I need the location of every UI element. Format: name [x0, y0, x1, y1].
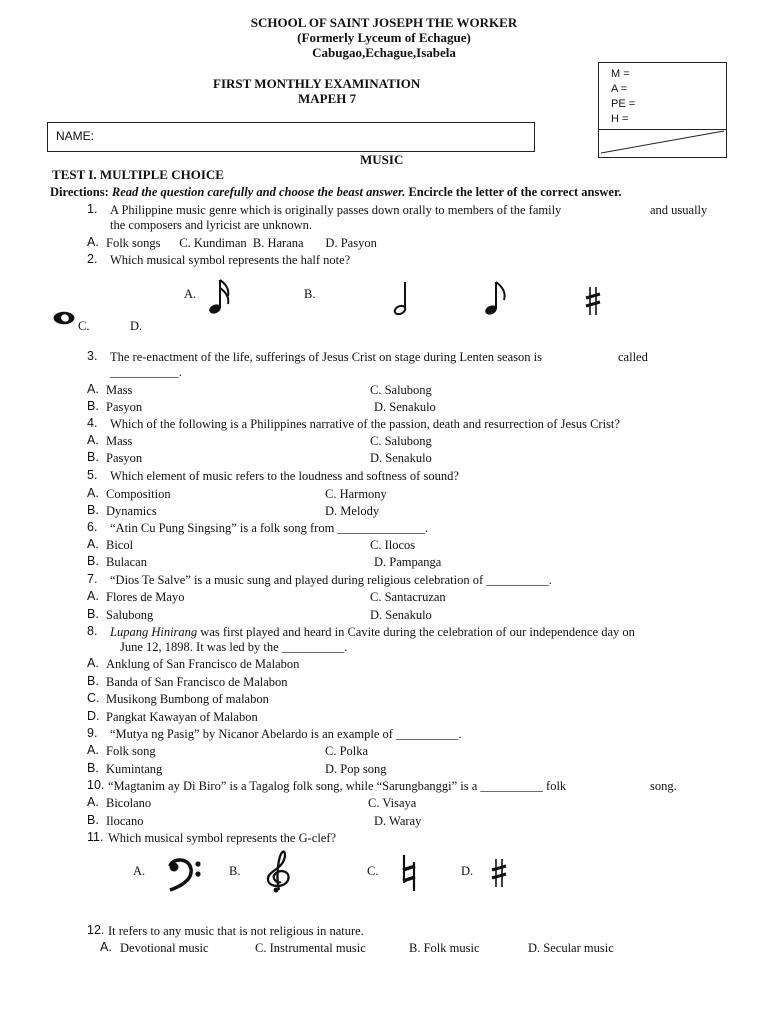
score-diagonal — [599, 129, 726, 155]
q2-letter-b[interactable]: B. — [304, 287, 316, 301]
q9-letter-b[interactable]: B. — [87, 761, 99, 775]
q4-letter-b[interactable]: B. — [87, 450, 99, 464]
q7-letter-a[interactable]: A. — [87, 589, 99, 603]
q7-choice-c[interactable]: C. Santacruzan — [370, 590, 446, 604]
q10-choice-c[interactable]: C. Visaya — [368, 796, 417, 810]
q4-choice-d[interactable]: D. Senakulo — [370, 451, 432, 465]
q1-text-end: and usually — [650, 203, 708, 217]
q11-letter-b[interactable]: B. — [229, 864, 241, 878]
test-title: TEST I. MULTIPLE CHOICE — [52, 167, 224, 182]
q5-number: 5. — [87, 468, 98, 482]
q5-letter-b[interactable]: B. — [87, 503, 99, 517]
q12-text: It refers to any music that is not religious in nature. — [108, 924, 364, 938]
q8-letter-a[interactable]: A. — [87, 656, 99, 670]
q4-choice-a[interactable]: Mass — [106, 434, 133, 448]
q9-number: 9. — [87, 726, 98, 740]
score-m: M = — [611, 68, 630, 80]
q5-choice-d[interactable]: D. Melody — [325, 504, 380, 518]
q4-choice-b[interactable]: Pasyon — [106, 451, 143, 465]
q12-number: 12. — [87, 923, 105, 937]
directions — [50, 186, 621, 200]
q2-text: Which musical symbol represents the half note? — [110, 253, 351, 267]
q9-choice-a[interactable]: Folk song — [106, 744, 156, 758]
q7-number: 7. — [87, 572, 98, 586]
q4-number: 4. — [87, 416, 98, 430]
q10-letter-a[interactable]: A. — [87, 795, 99, 809]
q11-letter-a[interactable]: A. — [133, 864, 146, 878]
q6-choice-c[interactable]: C. Ilocos — [370, 538, 416, 552]
q1-choices[interactable]: Folk songs C. Kundiman B. Harana D. Pasyon — [106, 236, 377, 250]
q9-choice-c[interactable]: C. Polka — [325, 744, 369, 758]
name-field[interactable] — [47, 122, 535, 152]
q6-text: “Atin Cu Pung Singsing” is a folk song from ______________. — [110, 521, 429, 535]
q5-choice-a[interactable]: Composition — [106, 487, 171, 501]
q5-text: Which element of music refers to the loudness and softness of sound? — [110, 469, 459, 483]
sharp-icon[interactable] — [491, 857, 507, 889]
q8-text-body: was first played and heard in Cavite during the celebration of our independence day on — [200, 625, 635, 639]
q5-choice-c[interactable]: C. Harmony — [325, 487, 387, 501]
q12-choice-b[interactable]: B. Folk music — [409, 941, 480, 955]
q9-choice-b[interactable]: Kumintang — [106, 762, 163, 776]
exam-subject: MAPEH 7 — [298, 91, 357, 106]
score-pe: PE = — [611, 98, 636, 110]
q4-choice-c[interactable]: C. Salubong — [370, 434, 432, 448]
eighth-note-icon[interactable] — [484, 280, 508, 316]
q9-choice-d[interactable]: D. Pop song — [325, 762, 387, 776]
q3-letter-a[interactable]: A. — [87, 382, 99, 396]
q6-choice-d[interactable]: D. Pampanga — [374, 555, 442, 569]
directions-label: Directions: — [50, 185, 109, 199]
q7-letter-b[interactable]: B. — [87, 607, 99, 621]
q12-letter-a[interactable]: A. — [100, 940, 112, 954]
q9-text: “Mutya ng Pasig” by Nicanor Abelardo is an example of __________. — [110, 727, 462, 741]
q8-choice-d[interactable]: Pangkat Kawayan of Malabon — [106, 710, 258, 724]
q8-letter-b[interactable]: B. — [87, 674, 99, 688]
q2-letter-d[interactable]: D. — [130, 319, 143, 333]
q8-letter-c[interactable]: C. — [87, 691, 100, 705]
score-box — [598, 62, 727, 158]
q12-choice-a[interactable]: Devotional music — [120, 941, 209, 955]
name-label: NAME: — [56, 129, 95, 143]
q8-choice-c[interactable]: Musikong Bumbong of malabon — [106, 692, 269, 706]
q8-text — [110, 626, 635, 640]
q12-choice-c[interactable]: C. Instrumental music — [255, 941, 366, 955]
q6-letter-a[interactable]: A. — [87, 537, 99, 551]
q10-text: “Magtanim ay Di Biro” is a Tagalog folk song, while “Sarungbanggi” is a __________ folk — [108, 779, 567, 793]
school-former-name: (Formerly Lyceum of Echague) — [297, 30, 471, 45]
q10-choice-d[interactable]: D. Waray — [374, 814, 422, 828]
q11-letter-d[interactable]: D. — [461, 864, 474, 878]
q2-number: 2. — [87, 252, 98, 266]
score-h: H = — [611, 113, 629, 125]
q6-letter-b[interactable]: B. — [87, 554, 99, 568]
q8-number: 8. — [87, 624, 98, 638]
q3-choice-b[interactable]: Pasyon — [106, 400, 143, 414]
q10-number: 10. — [87, 778, 105, 792]
q6-choice-a[interactable]: Bicol — [106, 538, 134, 552]
score-a: A = — [611, 83, 628, 95]
q9-letter-a[interactable]: A. — [87, 743, 99, 757]
q3-text-end: called — [618, 350, 648, 364]
q1-text: A Philippine music genre which is originally passes down orally to members of the family — [110, 203, 562, 217]
section-title: MUSIC — [360, 152, 404, 167]
q3-choice-d[interactable]: D. Senakulo — [374, 400, 436, 414]
q3-blank: ___________. — [110, 365, 182, 379]
school-address: Cabugao,Echague,Isabela — [312, 45, 456, 60]
q10-text-end: song. — [650, 779, 677, 793]
sixteenth-note-icon[interactable] — [208, 278, 234, 316]
q8-choice-b[interactable]: Banda of San Francisco de Malabon — [106, 675, 288, 689]
q8-letter-d[interactable]: D. — [87, 709, 100, 723]
q3-choice-a[interactable]: Mass — [106, 383, 133, 397]
q11-text: Which musical symbol represents the G-clef? — [108, 831, 337, 845]
q8-text-line2: June 12, 1898. It was led by the __________. — [120, 640, 348, 654]
sharp-icon[interactable] — [585, 285, 601, 317]
f-clef-icon[interactable] — [167, 857, 205, 891]
q7-choice-d[interactable]: D. Senakulo — [370, 608, 432, 622]
q1-letter-a[interactable]: A. — [87, 235, 99, 249]
q5-choice-b[interactable]: Dynamics — [106, 504, 157, 518]
q4-text: Which of the following is a Philippines narrative of the passion, death and resurrection of Jesus Crist? — [110, 417, 620, 431]
directions-bold: Encircle the letter of the correct answer. — [408, 185, 622, 199]
q3-choice-c[interactable]: C. Salubong — [370, 383, 432, 397]
q6-number: 6. — [87, 520, 98, 534]
q3-text: The re-enactment of the life, sufferings of Jesus Crist on stage during Lenten season is — [110, 350, 542, 364]
q5-letter-a[interactable]: A. — [87, 486, 99, 500]
q2-letter-a[interactable]: A. — [184, 287, 197, 301]
q10-choice-b[interactable]: Ilocano — [106, 814, 144, 828]
q3-letter-b[interactable]: B. — [87, 399, 99, 413]
q3-number: 3. — [87, 349, 98, 363]
q8-title: Lupang Hinirang — [110, 625, 198, 639]
school-name: SCHOOL OF SAINT JOSEPH THE WORKER — [250, 15, 518, 30]
q2-letter-c[interactable]: C. — [78, 319, 90, 333]
half-note-icon[interactable] — [393, 280, 413, 316]
whole-note-icon[interactable] — [52, 311, 76, 325]
q11-number: 11. — [87, 830, 104, 844]
q7-choice-a[interactable]: Flores de Mayo — [106, 590, 185, 604]
natural-sign-icon[interactable] — [398, 853, 422, 893]
q8-choice-a[interactable]: Anklung of San Francisco de Malabon — [106, 657, 300, 671]
q12-choice-d[interactable]: D. Secular music — [528, 941, 614, 955]
g-clef-icon[interactable] — [261, 848, 297, 894]
q1-text-line2: the composers and lyricist are unknown. — [110, 218, 313, 232]
q7-text: “Dios Te Salve” is a music sung and played during religious celebration of __________. — [110, 573, 552, 587]
q11-letter-c[interactable]: C. — [367, 864, 379, 878]
exam-title: FIRST MONTHLY EXAMINATION — [213, 76, 421, 91]
q1-number: 1. — [87, 202, 98, 216]
q7-choice-b[interactable]: Salubong — [106, 608, 154, 622]
directions-italic: Read the question carefully and choose the beast answer. — [111, 185, 406, 199]
q10-choice-a[interactable]: Bicolano — [106, 796, 152, 810]
q10-letter-b[interactable]: B. — [87, 813, 99, 827]
q4-letter-a[interactable]: A. — [87, 433, 99, 447]
q6-choice-b[interactable]: Bulacan — [106, 555, 147, 569]
